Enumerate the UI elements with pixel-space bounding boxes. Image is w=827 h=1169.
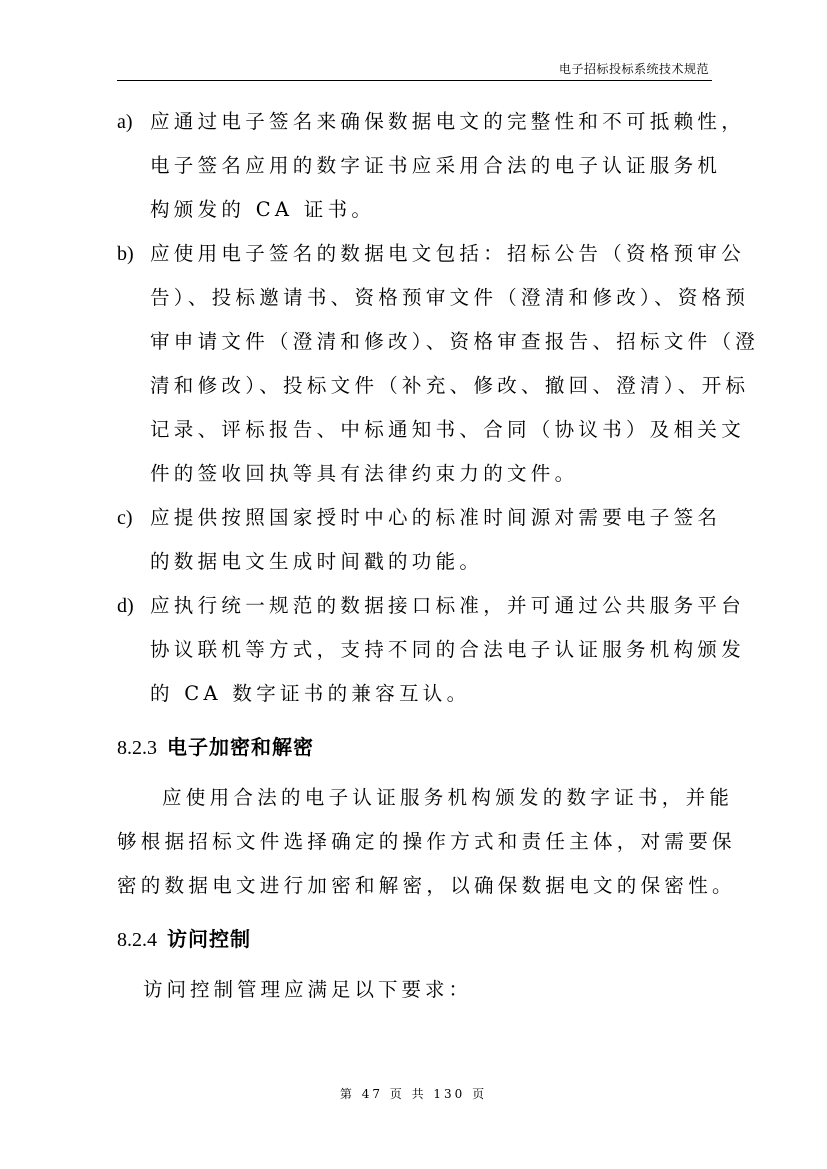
list-item-d: [117, 584, 746, 716]
text-line: 的 CA 数字证书的兼容互认。: [150, 682, 471, 705]
text-line: 密的数据电文进行加密和解密，以确保数据电文的保密性。: [117, 874, 736, 897]
running-header: 电子招标投标系统技术规范: [558, 62, 709, 76]
section-number: 8.2.4: [117, 929, 157, 951]
list-marker: b): [117, 243, 134, 265]
page-content: [117, 100, 760, 1012]
list-item-b: [117, 232, 760, 496]
section-title: 电子加密和解密: [167, 735, 314, 759]
section-heading-8-2-4: [117, 914, 707, 964]
header-rule: [117, 80, 712, 81]
text-line: 应提供按照国家授时中心的标准时间源对需要电子签名: [150, 506, 722, 529]
list-marker: a): [117, 111, 133, 133]
text-line: 应通过电子签名来确保数据电文的完整性和不可抵赖性，: [150, 110, 746, 133]
text-line: 应使用电子签名的数据电文包括：招标公告（资格预审公: [150, 242, 746, 265]
text-line: 构颁发的 CA 证书。: [150, 198, 376, 221]
text-line: 电子签名应用的数字证书应采用合法的电子认证服务机: [150, 154, 722, 177]
text-line: 应执行统一规范的数据接口标准，并可通过公共服务平台: [150, 594, 746, 617]
text-line: 的数据电文生成时间戳的功能。: [150, 550, 484, 573]
section-heading-8-2-3: [117, 722, 707, 772]
section-number: 8.2.3: [117, 737, 157, 759]
text-line: 记录、评标报告、中标通知书、合同（协议书）及相关文: [150, 418, 746, 441]
section-paragraph: [117, 776, 736, 908]
text-line: 应使用合法的电子认证服务机构颁发的数字证书，并能: [162, 786, 734, 809]
list-marker: c): [117, 507, 133, 529]
list-item-c: [117, 496, 722, 584]
text-line: 协议联机等方式，支持不同的合法电子认证服务机构颁发: [150, 638, 746, 661]
text-line: 审申请文件（澄清和修改）、资格审查报告、招标文件（澄: [150, 330, 760, 353]
text-line: 件的签收回执等具有法律约束力的文件。: [150, 462, 579, 485]
text-line: 够根据招标文件选择确定的操作方式和责任主体，对需要保: [117, 830, 736, 853]
text-line: 清和修改）、投标文件（补充、修改、撤回、澄清）、开标: [150, 374, 750, 397]
text-line: 告）、投标邀请书、资格预审文件（澄清和修改）、资格预: [150, 286, 750, 309]
list-item-a: [117, 100, 746, 232]
list-marker: d): [117, 595, 134, 617]
page-number-footer: 第 47 页 共 130 页: [339, 1087, 488, 1101]
section-lead-text: 访问控制管理应满足以下要求：: [143, 978, 473, 1001]
section-title: 访问控制: [167, 927, 251, 951]
